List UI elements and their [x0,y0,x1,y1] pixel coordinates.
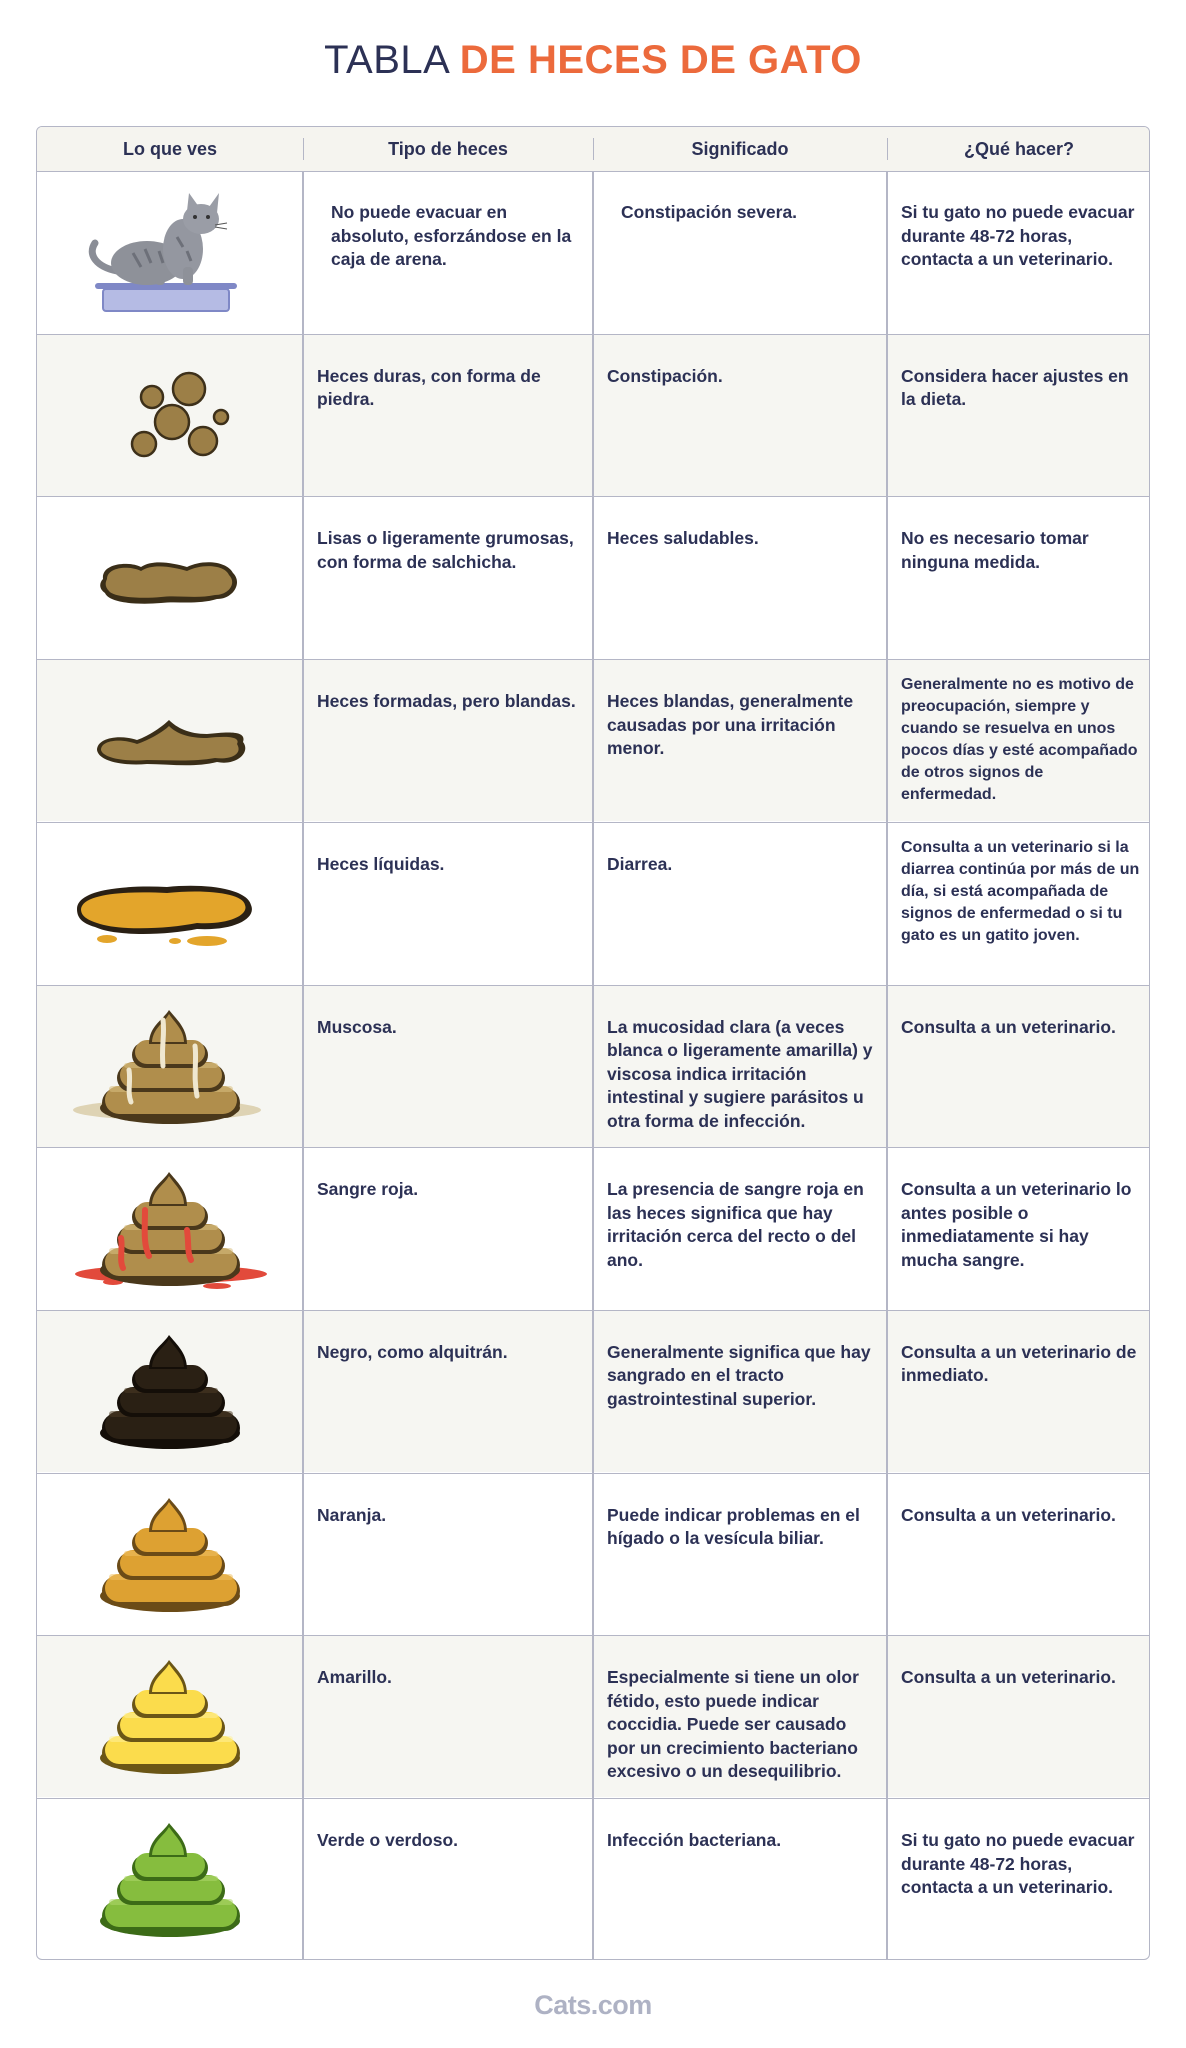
black-tarry-stool-icon [37,1311,303,1472]
orange-stool-icon [37,1474,303,1635]
cell-significado: Constipación. [607,365,723,386]
cell-que-hacer: Considera hacer ajustes en la dieta. [901,365,1129,410]
cell-significado: Heces saludables. [607,528,759,549]
cell-significado: Diarrea. [607,853,673,874]
sausage-stool-icon [37,497,303,658]
header-que-hacer: ¿Qué hacer? [963,139,1075,159]
cell-tipo: Heces líquidas. [317,853,445,874]
cell-que-hacer: No es necesario tomar ninguna medida. [901,528,1089,572]
hard-pebble-stools-icon [37,335,303,496]
stool-chart-table [36,126,1150,1960]
cell-que-hacer: Si tu gato no puede evacuar durante 48-72 horas, contacta a un veterinario. [901,1830,1135,1897]
cell-que-hacer: Consulta a un veterinario. [901,1667,1116,1688]
cell-tipo: No puede evacuar en absoluto, esforzándose en la caja de arena. [331,202,572,269]
cell-que-hacer: Consulta a un veterinario. [901,1016,1116,1037]
cell-tipo: Sangre roja. [317,1179,419,1200]
cell-tipo: Verde o verdoso. [317,1830,459,1850]
cell-tipo: Heces formadas, pero blandas. [317,691,576,712]
cell-tipo: Naranja. [317,1504,387,1525]
cell-que-hacer: Si tu gato no puede evacuar durante 48-72 horas, contacta a un veterinario. [901,202,1135,269]
cell-que-hacer: Generalmente no es motivo de preocupación, siempre y cuando se resuelva en unos pocos días y esté acompañado de otros signos de enfermedad. [901,676,1138,804]
title-part-2: DE HECES DE GATO [459,38,862,82]
liquid-stool-puddle-icon [37,823,303,984]
cell-tipo: Amarillo. [317,1667,392,1688]
cell-tipo: Negro, como alquitrán. [317,1341,508,1362]
column-divider [592,171,594,1959]
title-part-1: TABLA [324,38,449,82]
cell-que-hacer: Consulta a un veterinario si la diarrea continúa por más de un día, si está acompañada de signos de enfermedad o si tu gato es un gatito joven. [901,838,1140,944]
cell-significado: Puede indicar problemas en el hígado o la vesícula biliar. [607,1504,860,1549]
column-divider [302,171,304,1959]
cell-significado: La mucosidad clara (a veces blanca o ligeramente amarilla) y viscosa indica irritación intestinal y sugiere parásitos u otra forma de infección. [607,1016,873,1131]
cell-significado: Constipación severa. [621,202,798,222]
header-tipo-de-heces: Tipo de heces [388,139,508,159]
cat-straining-in-litter-box-icon [37,171,303,333]
column-divider [886,171,888,1959]
cell-tipo: Muscosa. [317,1016,397,1037]
cell-significado: Infección bacteriana. [607,1830,782,1850]
soft-formed-stool-icon [37,660,303,821]
green-stool-icon [37,1799,303,1960]
cell-significado: La presencia de sangre roja en las heces significa que hay irritación cerca del recto o del ano. [607,1179,864,1270]
header-lo-que-ves: Lo que ves [122,139,218,159]
yellow-stool-icon [37,1636,303,1797]
cats-com-logo: Cats.com [534,1990,652,2020]
cell-significado: Heces blandas, generalmente causadas por una irritación menor. [607,691,854,759]
cell-que-hacer: Consulta a un veterinario lo antes posible o inmediatamente si hay mucha sangre. [901,1179,1132,1270]
cell-tipo: Heces duras, con forma de piedra. [317,365,541,410]
bloody-stool-icon [37,1148,303,1309]
mucus-stool-icon [37,986,303,1147]
cell-significado: Generalmente significa que hay sangrado en el tracto gastrointestinal superior. [607,1341,871,1409]
cell-tipo: Lisas o ligeramente grumosas, con forma de salchicha. [317,528,574,572]
cell-que-hacer: Consulta a un veterinario de inmediato. [901,1341,1137,1386]
cell-que-hacer: Consulta a un veterinario. [901,1504,1116,1525]
cell-significado: Especialmente si tiene un olor fétido, esto puede indicar coccidia. Puede ser causado por un crecimiento bacteriano excesivo o un desequilibrio. [607,1667,859,1782]
header-significado: Significado [691,139,789,159]
page-title [0,38,1186,83]
table-header [37,127,1149,172]
